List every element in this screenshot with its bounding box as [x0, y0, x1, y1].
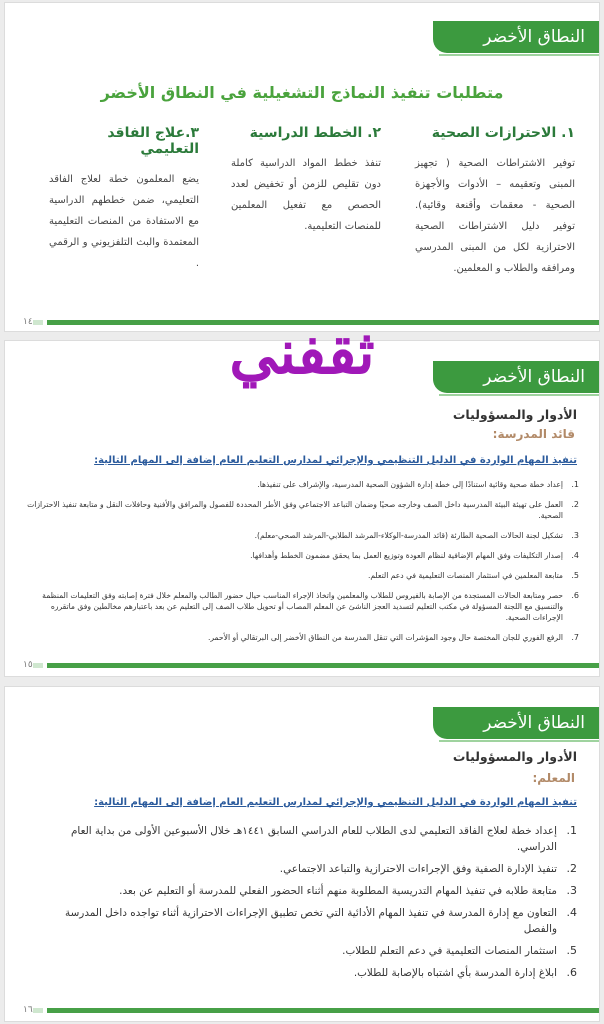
column-study-plans [231, 125, 381, 237]
task-list [49, 823, 577, 987]
green-zone-tab: النطاق الأخضر [433, 707, 599, 739]
column-heading: ١. الاحترازات الصحية [431, 125, 575, 141]
list-item: 1. إعداد خطة صحية وقائية استنادًا إلى خطة إدارة الشؤون الصحية المدرسية، والإشراف على تنفيذها. [257, 480, 579, 489]
list-item: 4. التعاون مع إدارة المدرسة في تنفيذ المهام الأدائية التي تخص تطبيق الإجراءات الاحترازية أثناء تواجده داخل المدرسة والفصل [65, 906, 577, 935]
slide-requirements [4, 2, 600, 332]
slide-school-leader-roles [4, 340, 600, 677]
slide-teacher-roles [4, 686, 600, 1022]
intro-text: تنفيذ المهام الواردة في الدليل التنظيمي والإجرائي لمدارس التعليم العام إضافة إلى المهام التالية: [94, 455, 577, 466]
watermark-logo: ثقفني [229, 318, 375, 388]
green-zone-tab: النطاق الأخضر [433, 361, 599, 393]
list-item: 2. تنفيذ الإدارة الصفية وفق الإجراءات الاحترازية والتباعد الاجتماعي. [279, 862, 577, 875]
column-health-precautions [415, 125, 575, 279]
slide-title: متطلبات تنفيذ النماذج التشغيلية في النطاق الأخضر [100, 83, 504, 102]
list-item: 3. متابعة طلابه في تنفيذ المهام التدريسية المطلوبة منهم أثناء الحضور الفعلي للمدرسة أو التعليم عن بعد. [119, 884, 577, 897]
list-item: 6. ابلاغ إدارة المدرسة بأي اشتباه بالإصابة للطلاب. [353, 966, 577, 979]
list-item: 5. متابعة المعلمين في استثمار المنصات التعليمية في دعم التعلم. [367, 571, 579, 580]
footer-bar [47, 1008, 599, 1013]
page-number: ١٤ [23, 317, 33, 327]
section-title: الأدوار والمسؤوليات [452, 749, 577, 764]
list-item: 3. تشكيل لجنة الحالات الصحية الطارئة (قائد المدرسة-الوكلاء-المرشد الطلابي-المرشد الصحي-معلم). [254, 531, 579, 540]
column-heading: ٣.علاج الفاقد التعليمي [107, 125, 199, 157]
green-zone-tab: النطاق الأخضر [433, 21, 599, 53]
column-text: يضع المعلمون خطة لعلاج الفاقد التعليمي، ضمن خططهم الدراسية مع الاستفادة من المنصات التعليمية المعتمدة والبث التلفزيوني و الرقمي . [49, 174, 199, 269]
column-heading: ٢. الخطط الدراسية [249, 125, 381, 141]
footer-bar [47, 663, 599, 668]
column-text: توفير الاشتراطات الصحية ( تجهيز المبنى وتعقيمه – الأدوات والأجهزة الصحية - معقمات وأقنعة وقائية). توفير دليل الاشتراطات الصحية الاحترازية لكل من المبنى المدرسي ومرافقه والطلاب و المعلمين. [415, 158, 575, 274]
column-learning-loss [49, 125, 199, 274]
intro-text: تنفيذ المهام الواردة في الدليل التنظيمي والإجرائي لمدارس التعليم العام إضافة إلى المهام التالية: [94, 797, 577, 808]
list-item: 6. حصر ومتابعة الحالات المستجدة من الإصابة بالفيروس للطلاب والمعلمين واتخاذ الإجراء المناسب حيال حضور الطالب والمعلم خلال فترة إصابته وفق التعليمات المنظمة والتنسيق مع اللجنة المسؤولة في مكتب التعليم لتسديد العجز الناشئ عن المعلم المصاب أو تحويل طلاب الصف إلى التعليم عن بعد باعتبارهم مخالطين وفق ماتقرره الإجراءات الصحية. [42, 591, 579, 622]
column-text: تنفذ خطط المواد الدراسية كاملة دون تقليص للزمن أو تخفيض لعدد الحصص مع تفعيل المعلمين للمنصات التعليمية. [231, 158, 381, 232]
list-item: 7. الرفع الفوري للجان المختصة حال وجود المؤشرات التي تنقل المدرسة من النطاق الأخضر إلى البرتقالي أو الأحمر. [207, 633, 579, 642]
section-title: الأدوار والمسؤوليات [452, 407, 577, 422]
list-item: 1. إعداد خطة لعلاج الفاقد التعليمي لدى الطلاب للعام الدراسي السابق ١٤٤١هـ خلال الأسبوعين الأولى من بداية العام الدراسي. [71, 824, 577, 853]
list-item: 2. العمل على تهيئة البيئة المدرسية داخل الصف وخارجه صحيًا وضمان التباعد الاجتماعي وفق الأطر المحددة للفصول والمرافق والأفنية وحافلات النقل و متابعة تنفيذ الاحترازات الصحية. [27, 500, 579, 520]
page-number: ١٥ [23, 660, 33, 670]
page-number: ١٦ [23, 1005, 33, 1015]
role-heading: المعلم: [532, 771, 575, 785]
task-list [23, 479, 579, 652]
list-item: 4. إصدار التكليفات وفق المهام الإضافية لنظام العودة وتوزيع العمل بما يحقق مضمون الخطط وأهدافها. [250, 551, 579, 560]
list-item: 5. استثمار المنصات التعليمية في دعم التعلم للطلاب. [342, 944, 577, 957]
role-heading: قائد المدرسة: [492, 427, 575, 441]
